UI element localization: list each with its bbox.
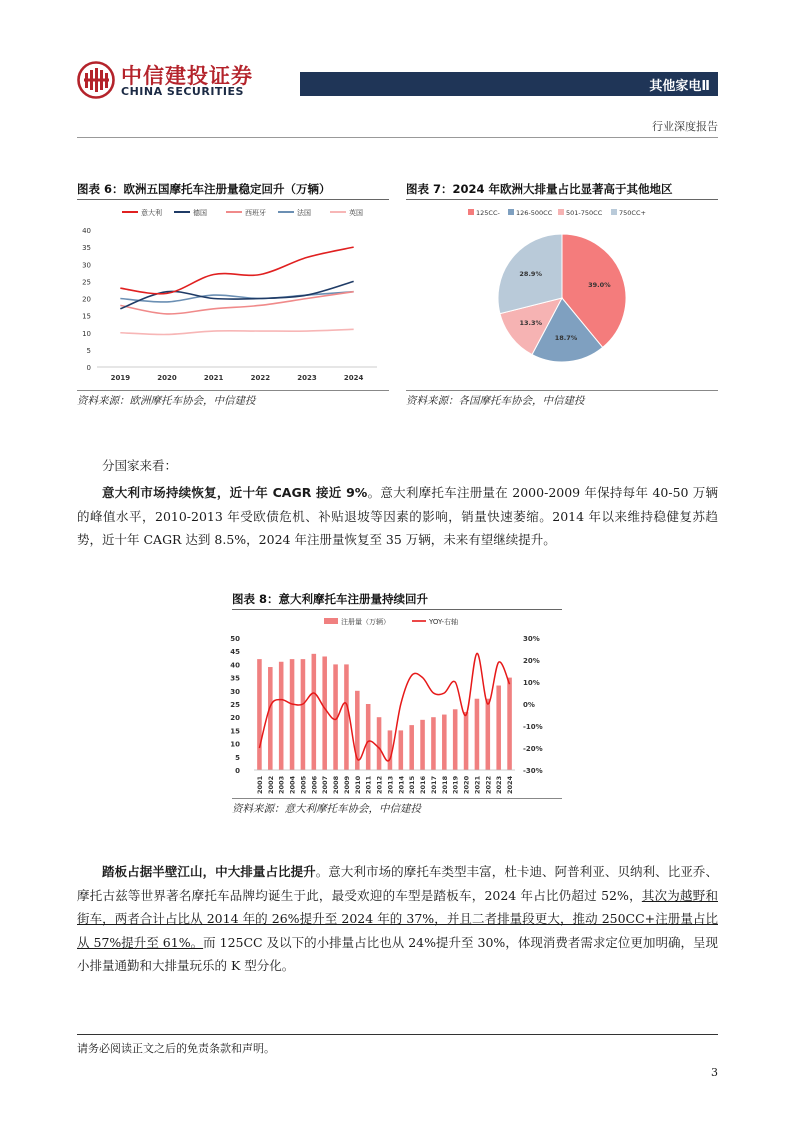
y-tick-label: 30: [82, 261, 91, 270]
brand-name-en: CHINA SECURITIES: [121, 85, 244, 98]
x-tick-label: 2015: [408, 775, 417, 794]
x-tick-label: 2013: [386, 775, 395, 794]
x-tick-label: 2019: [110, 374, 131, 382]
y-tick-label: 15: [230, 727, 240, 736]
x-tick-label: 2024: [506, 775, 515, 794]
legend-label-bars: 注册量（万辆）: [341, 618, 390, 626]
x-tick-label: 2022: [484, 775, 493, 794]
x-tick-label: 2022: [250, 374, 271, 382]
legend-label-1: 126-500CC: [516, 209, 553, 217]
series-line-0: [120, 247, 353, 294]
bar: [420, 720, 425, 770]
x-tick-label: 2023: [495, 775, 504, 794]
bar: [475, 699, 480, 770]
legend-swatch-1: [508, 209, 514, 215]
legend-swatch-3: [611, 209, 617, 215]
y2-tick-label: 20%: [523, 657, 540, 665]
y2-tick-label: 0%: [523, 701, 535, 709]
y-tick-label: 40: [230, 661, 240, 670]
paragraph2-heading: 踏板占据半壁江山，中大排量占比提升: [102, 864, 316, 879]
y-tick-label: 35: [230, 674, 240, 683]
legend-label-3: 750CC+: [619, 209, 646, 217]
series-line-4: [120, 329, 353, 334]
legend-label-0: 意大利: [141, 209, 162, 217]
y2-tick-label: 10%: [523, 679, 540, 687]
figure6-title: 图表 6：欧洲五国摩托车注册量稳定回升（万辆）: [77, 182, 331, 196]
footer-divider: [77, 1034, 718, 1035]
x-tick-label: 2018: [440, 775, 449, 794]
figure7-title: 图表 7：2024 年欧洲大排量占比显著高于其他地区: [406, 182, 673, 196]
bar: [486, 699, 491, 770]
x-tick-label: 2021: [473, 775, 482, 794]
x-tick-label: 2011: [364, 775, 373, 794]
pie-label-0: 39.0%: [588, 281, 611, 290]
paragraph1-text: 。意大利摩托车注册量在 2000-2009 年保持每年 40-50 万辆的峰值水平，2010-2013 年受欧债危机、补贴退坡等因素的影响，销量快速萎缩。2014 年以来维持稳健复苏趋势，近十年 CAGR 达到 8.5%，2024 年注册量恢复至 35 万辆，未来有望继续提升。: [77, 485, 718, 547]
section-bar: [300, 72, 718, 96]
x-tick-label: 2021: [203, 374, 224, 382]
y2-tick-label: -20%: [523, 745, 543, 753]
x-tick-label: 2003: [277, 775, 286, 794]
y-tick-label: 50: [230, 635, 240, 643]
x-tick-label: 2002: [266, 775, 275, 794]
legend-label-0: 125CC-: [476, 209, 500, 217]
legend-label-1: 德国: [193, 209, 207, 217]
legend-label-yoy: YOY-右轴: [429, 618, 458, 626]
figure8-bottom-rule: [232, 798, 562, 799]
figure8-combo-chart: [232, 610, 562, 798]
y2-tick-label: -10%: [523, 723, 543, 731]
series-line-1: [120, 281, 353, 308]
bar: [431, 717, 436, 770]
pie-label-1: 18.7%: [554, 333, 578, 342]
report-type: 行业深度报告: [652, 120, 718, 133]
bar: [464, 712, 469, 770]
x-tick-label: 2004: [288, 775, 297, 794]
paragraph2-underlined: 其次为越野和街车，两者合计占比从 2014 年的 26%提升至 2024 年的 37%，并且二者排量段更大，推动 250CC+注册量占比从 57%提升至 61%。: [77, 887, 718, 950]
legend-swatch-0: [468, 209, 474, 215]
paragraph2-text: 。意大利市场的摩托车类型丰富，杜卡迪、阿普利亚、贝纳利、比亚乔、摩托古兹等世界著名摩托车品牌均诞生于此，最受欢迎的车型是踏板车，2024 年占比仍超过 52%，: [77, 864, 718, 903]
figure6-bottom-rule: [77, 390, 389, 391]
company-emblem-icon: [77, 61, 115, 99]
bar: [377, 717, 382, 770]
x-tick-label: 2020: [462, 775, 471, 794]
section-title: 其他家电Ⅱ: [649, 79, 710, 94]
bar: [279, 662, 284, 770]
bar: [388, 730, 393, 770]
company-logo: [77, 60, 253, 100]
x-tick-label: 2009: [342, 775, 351, 794]
x-tick-label: 2017: [429, 775, 438, 794]
bar: [507, 678, 512, 770]
y-tick-label: 5: [86, 346, 91, 355]
bar: [442, 715, 447, 770]
bar: [399, 730, 404, 770]
y-tick-label: 20: [82, 295, 91, 304]
x-tick-label: 2019: [451, 775, 460, 794]
x-tick-label: 2023: [297, 374, 317, 382]
x-tick-label: 2001: [255, 775, 264, 794]
legend-swatch-bars: [324, 618, 338, 624]
x-tick-label: 2005: [299, 775, 308, 794]
y-tick-label: 10: [230, 740, 240, 749]
paragraph-scooter-share: [77, 860, 718, 978]
x-tick-label: 2006: [310, 775, 319, 794]
figure6-source: 资料来源：欧洲摩托车协会，中信建投: [77, 395, 256, 407]
y-tick-label: 25: [230, 701, 240, 709]
legend-label-2: 西班牙: [245, 209, 266, 217]
bar: [257, 659, 262, 770]
bar: [409, 725, 414, 770]
yoy-line: [259, 653, 509, 761]
figure7-bottom-rule: [406, 390, 718, 391]
bar: [453, 709, 458, 770]
legend-label-3: 法国: [297, 209, 311, 217]
y-tick-label: 45: [230, 648, 240, 657]
y-tick-label: 0: [235, 767, 240, 775]
y-tick-label: 15: [82, 312, 91, 321]
pie-label-2: 13.3%: [519, 318, 543, 327]
x-tick-label: 2008: [332, 775, 341, 794]
y-tick-label: 30: [230, 687, 240, 696]
y-tick-label: 35: [82, 244, 91, 253]
bar: [268, 667, 273, 770]
figure7-source: 资料来源：各国摩托车协会，中信建投: [406, 395, 585, 407]
legend-swatch-2: [558, 209, 564, 215]
y-tick-label: 0: [86, 364, 91, 372]
bar: [301, 659, 306, 770]
figure8-source: 资料来源：意大利摩托车协会，中信建投: [232, 803, 421, 815]
x-tick-label: 2010: [353, 775, 362, 794]
bar: [344, 664, 349, 770]
paragraph-italy-recovery: [77, 481, 718, 552]
bar: [496, 686, 501, 770]
figure6-line-chart: [77, 200, 389, 390]
brand-name-zh: 中信建投证券: [121, 64, 253, 88]
pie-label-3: 28.9%: [519, 270, 542, 279]
y-tick-label: 10: [82, 329, 91, 338]
figure8-title: 图表 8：意大利摩托车注册量持续回升: [232, 592, 429, 606]
x-tick-label: 2016: [419, 775, 428, 794]
paragraph2-text-end: 而 125CC 及以下的小排量占比也从 24%提升至 30%，体现消费者需求定位更加明确，呈现小排量通勤和大排量玩乐的 K 型分化。: [77, 934, 719, 973]
legend-label-4: 英国: [349, 209, 363, 217]
page-number: 3: [711, 1066, 718, 1079]
y2-tick-label: 30%: [523, 635, 540, 643]
x-tick-label: 2012: [375, 775, 384, 794]
bar: [290, 659, 295, 770]
y-tick-label: 5: [235, 753, 240, 762]
bar: [322, 656, 327, 770]
x-tick-label: 2007: [321, 775, 330, 794]
y-tick-label: 20: [230, 714, 240, 723]
disclaimer: 请务必阅读正文之后的免责条款和声明。: [77, 1042, 275, 1055]
section-lead: 分国家来看：: [102, 458, 178, 473]
x-tick-label: 2014: [397, 775, 406, 794]
legend-label-2: 501-750CC: [566, 209, 603, 217]
y2-tick-label: -30%: [523, 767, 543, 775]
y-tick-label: 25: [82, 278, 91, 287]
figure7-pie-chart: [406, 200, 718, 390]
y-tick-label: 40: [82, 227, 91, 235]
header-divider: [77, 137, 718, 138]
paragraph1-heading: 意大利市场持续恢复，近十年 CAGR 接近 9%: [102, 485, 368, 500]
x-tick-label: 2024: [343, 374, 364, 382]
bar: [312, 654, 317, 770]
bar: [366, 704, 371, 770]
x-tick-label: 2020: [157, 374, 177, 382]
